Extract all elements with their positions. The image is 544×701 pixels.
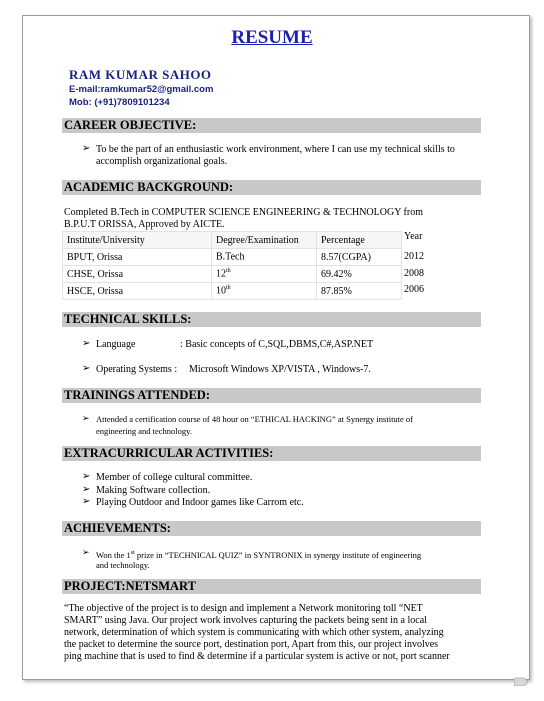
cell-percentage: 69.42% xyxy=(317,266,402,283)
education-table xyxy=(62,231,543,300)
skill-label-language: Language xyxy=(96,339,136,350)
mobile-line: Mob: (+91)7809101234 xyxy=(69,97,170,108)
column-header-degree: Degree/Examination xyxy=(212,232,317,249)
cell-degree: B.Tech xyxy=(212,249,317,266)
list-item: Member of college cultural committee. xyxy=(96,472,253,483)
project-line: SMART” using Java. Our project work involves capturing the packets being sent in a local xyxy=(64,615,427,626)
bullet-icon: ➢ xyxy=(82,363,91,374)
cell-degree: 10th xyxy=(212,283,317,300)
skill-value-language: : Basic concepts of C,SQL,DBMS,C#,ASP.NET xyxy=(180,339,374,350)
project-line: network, determination of which system is communicating with which other system, analyzing xyxy=(64,627,444,638)
bullet-icon: ➢ xyxy=(82,484,91,495)
cell-year: 2008 xyxy=(404,268,424,279)
project-line: ping machine that is used to find & determine if a particular system is active or not, port scanner xyxy=(64,651,450,662)
table-row xyxy=(63,266,543,283)
section-heading-career: CAREER OBJECTIVE: xyxy=(62,118,481,133)
skill-label-os: Operating Systems : xyxy=(96,364,178,375)
training-line-2: engineering and technology. xyxy=(96,426,192,436)
column-header-year-spacer xyxy=(402,232,543,249)
list-item: Playing Outdoor and Indoor games like Carrom etc. xyxy=(96,497,304,508)
section-heading-extracurricular: EXTRACURRICULAR ACTIVITIES: xyxy=(62,446,481,461)
section-heading-project: PROJECT:NETSMART xyxy=(62,579,481,594)
table-header-row xyxy=(63,232,543,249)
career-line-2: accomplish organizational goals. xyxy=(96,156,228,167)
column-header-year: Year xyxy=(404,231,423,242)
email-line: E-mail:ramkumar52@gmail.com xyxy=(69,84,214,95)
academic-intro-2: B.P.U.T ORISSA, Approved by AICTE. xyxy=(64,219,225,230)
cell-institute: CHSE, Orissa xyxy=(63,266,212,283)
page-title: RESUME xyxy=(231,27,313,48)
bullet-icon: ➢ xyxy=(82,338,91,349)
cell-percentage: 8.57(CGPA) xyxy=(317,249,402,266)
project-description xyxy=(64,603,484,663)
page-curl-icon xyxy=(514,676,528,686)
achievement-line-1: Won the 1st prize in “TECHNICAL QUIZ” in SYNTRONIX in synergy institute of engineering xyxy=(96,549,422,560)
cell-year: 2006 xyxy=(404,284,424,295)
career-line-1: To be the part of an enthusiastic work environment, where I can use my technical skills to xyxy=(96,144,455,155)
project-line: “The objective of the project is to design and implement a Network monitoring toll “NET xyxy=(64,603,423,614)
list-item: Making Software collection. xyxy=(96,485,211,496)
column-header-institute: Institute/University xyxy=(63,232,212,249)
section-heading-technical: TECHNICAL SKILLS: xyxy=(62,312,481,327)
bullet-icon: ➢ xyxy=(82,143,91,154)
table-row xyxy=(63,283,543,300)
cell-year: 2012 xyxy=(404,251,424,262)
cell-institute: BPUT, Orissa xyxy=(63,249,212,266)
cell-percentage: 87.85% xyxy=(317,283,402,300)
achievement-line-2: and technology. xyxy=(96,560,150,570)
project-line: the packet to determine the source port, destination port, Apart from this, our project involves xyxy=(64,639,439,650)
academic-intro-1: Completed B.Tech in COMPUTER SCIENCE ENGINEERING & TECHNOLOGY from xyxy=(64,207,423,218)
column-header-percentage: Percentage xyxy=(317,232,402,249)
bullet-icon: ➢ xyxy=(82,547,90,557)
training-line-1: Attended a certification course of 48 hour on “ETHICAL HACKING” at Synergy institute of xyxy=(96,414,414,424)
skill-value-os: Microsoft Windows XP/VISTA , Windows-7. xyxy=(189,364,371,375)
section-heading-academic: ACADEMIC BACKGROUND: xyxy=(62,180,481,195)
section-heading-achievements: ACHIEVEMENTS: xyxy=(62,521,481,536)
section-heading-trainings: TRAININGS ATTENDED: xyxy=(62,388,481,403)
candidate-name: RAM KUMAR SAHOO xyxy=(69,67,212,82)
bullet-icon: ➢ xyxy=(82,471,91,482)
table-row xyxy=(63,249,543,266)
cell-institute: HSCE, Orissa xyxy=(63,283,212,300)
bullet-icon: ➢ xyxy=(82,496,91,507)
bullet-icon: ➢ xyxy=(82,413,90,423)
cell-degree: 12th xyxy=(212,266,317,283)
